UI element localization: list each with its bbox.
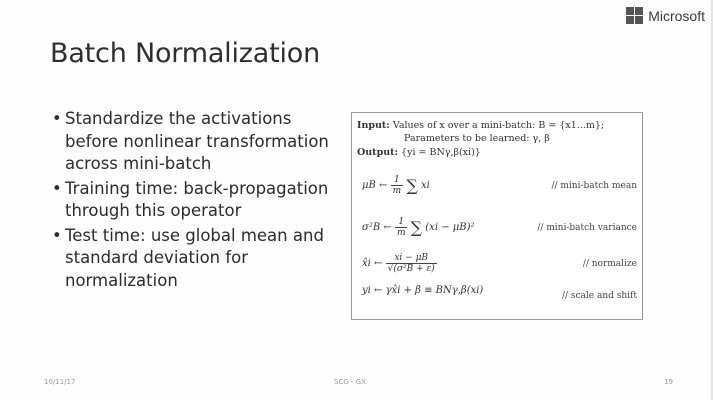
equation-row-variance: σ²B ← $\frac{1}{m}$ ∑ (xi − μB)² // mini-batch variance bbox=[362, 217, 637, 238]
bullet-item: • Training time: back-propagation through this operator bbox=[52, 178, 329, 220]
algorithm-box bbox=[351, 112, 643, 320]
footer-date: 10/11/17 bbox=[44, 378, 76, 386]
windows-logo-icon bbox=[626, 7, 643, 24]
bullet-item: • Test time: use global mean and standard deviation for normalization bbox=[52, 225, 324, 290]
algorithm-params: Parameters to be learned: γ, β bbox=[404, 133, 550, 144]
bullet-list bbox=[52, 108, 342, 294]
algorithm-output: Output: {yi = BNγ,β(xi)} bbox=[357, 147, 481, 158]
bullet-item: • Standardize the activations before nonlinear transformation across mini-batch bbox=[52, 109, 329, 173]
microsoft-logo bbox=[626, 7, 705, 24]
equation-row-scale-shift: yi ← γx̂i + β ≡ BNγ,β(xi) // scale and shift bbox=[362, 285, 637, 301]
footer-center: SCG - GX bbox=[334, 378, 366, 386]
equation-row-normalize: x̂i ← $\frac{xi - \mu B}{\text{√(σ²B + ε)}}$ // normalize bbox=[362, 253, 637, 274]
algorithm-input: Input: Values of x over a mini-batch: B = {x1...m}; bbox=[357, 120, 605, 131]
equation-row-mean: μB ← $\frac{1}{m}$ ∑ xi // mini-batch mean bbox=[362, 175, 637, 196]
slide-title: Batch Normalization bbox=[50, 38, 321, 69]
logo-text: Microsoft bbox=[648, 7, 705, 24]
footer-page-number: 19 bbox=[664, 378, 673, 386]
